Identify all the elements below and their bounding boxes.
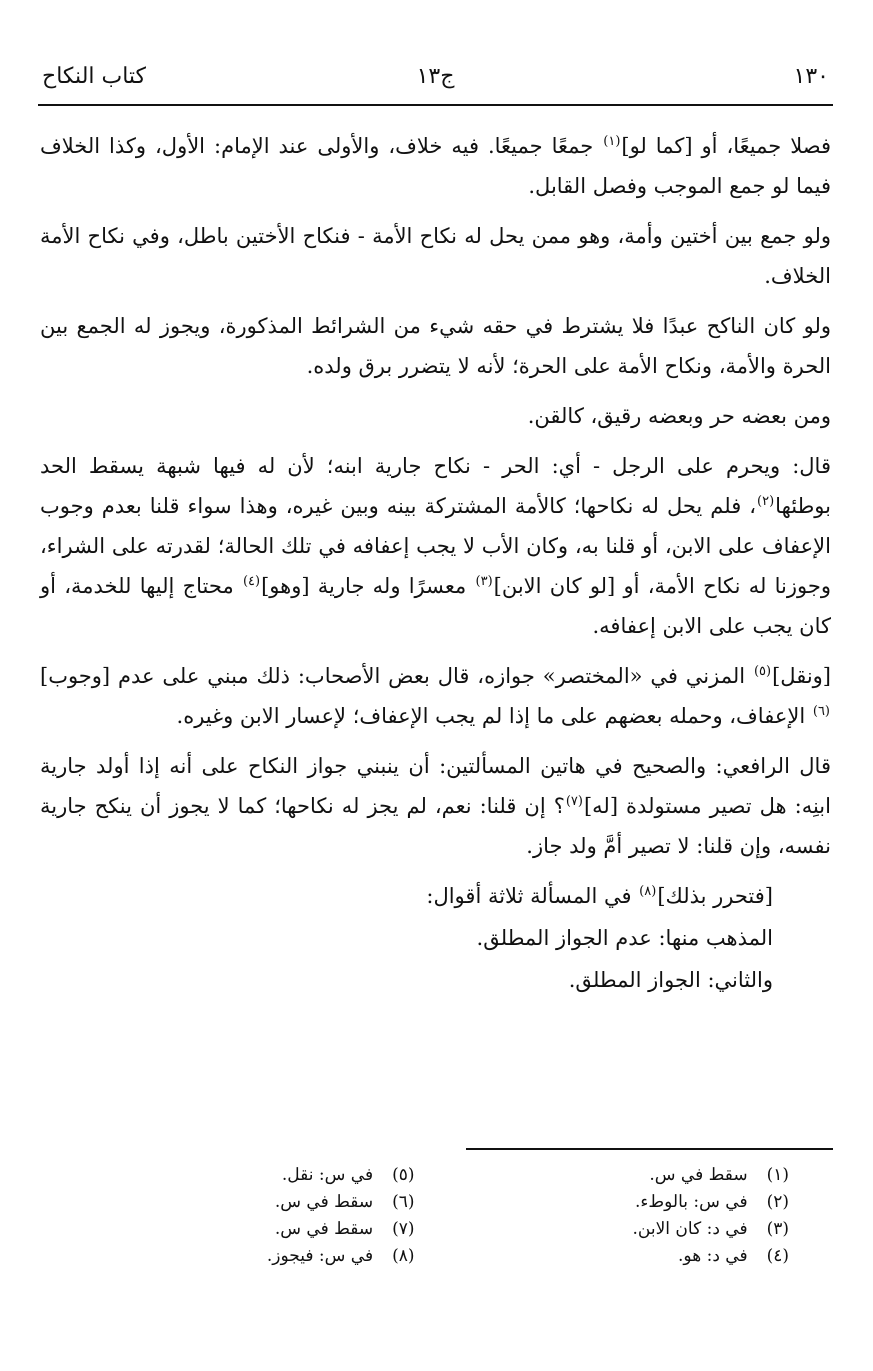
- footnote-number: (٤): [766, 1246, 789, 1266]
- footnote-text: في د: هو.: [678, 1246, 748, 1266]
- footnote-item: [40, 1162, 415, 1189]
- footnote-ref[interactable]: (٤): [242, 574, 261, 589]
- paragraph-3: ولو كان الناكح عبدًا فلا يشترط في حقه شيء من الشرائط المذكورة، ويجوز له الجمع بين الحرة والأمة، ونكاح الأمة على الحرة؛ لأنه لا يتضرر برق ولده.: [40, 314, 831, 378]
- paragraph-10: والثاني: الجواز المطلق.: [568, 968, 773, 992]
- footnote-text: سقط في س.: [274, 1219, 374, 1239]
- footnote-item: [40, 1189, 415, 1216]
- paragraph-7: قال الرافعي: والصحيح في هاتين المسألتين: أن ينبني جواز النكاح على أنه إذا أولد جارية ابنِه: هل تصير مستولدة [له]$^{(٧)}$؟ إن قلنا: نعم، لم يجز له نكاحها؛ كما لا يجوز أن ينكح جارية نفسه، وإن قلنا: لا تصير أمَّ ولد جاز.: [40, 754, 831, 858]
- footnote-ref[interactable]: (٣): [475, 574, 493, 589]
- footnotes: [40, 1162, 789, 1270]
- page-number: ١٣٠: [793, 64, 829, 89]
- main-text: [40, 126, 831, 1002]
- footnote-text: في س: بالوطء.: [635, 1192, 748, 1212]
- footnote-ref[interactable]: (٧): [565, 794, 583, 809]
- footnote-text: سقط في س.: [649, 1165, 748, 1185]
- footnote-divider: [466, 1148, 833, 1150]
- paragraph-4: ومن بعضه حر وبعضه رقيق، كالقن.: [527, 404, 831, 428]
- footnote-item: [415, 1243, 790, 1270]
- footnote-number: (٨): [392, 1246, 415, 1266]
- footnote-number: (٧): [392, 1219, 415, 1239]
- paragraph-1: فصلا جميعًا، أو [كما لو]$^{(١)}$ جمعًا جميعًا. فيه خلاف، والأولى عند الإمام: الأول، وكذا الخلاف فيما لو جمع الموجب وفصل القابل.: [40, 134, 831, 198]
- footnote-text: في د: كان الابن.: [632, 1219, 748, 1239]
- footnote-item: [415, 1189, 790, 1216]
- footnote-item: [415, 1162, 790, 1189]
- paragraph-8: [فتحرر بذلك]$^{(٨)}$ في المسألة ثلاثة أقوال:: [426, 884, 773, 908]
- footnote-item: [40, 1243, 415, 1270]
- page-header: [38, 60, 833, 100]
- paragraph-9: المذهب منها: عدم الجواز المطلق.: [476, 926, 773, 950]
- footnote-text: سقط في س.: [274, 1192, 374, 1212]
- footnote-item: [415, 1216, 790, 1243]
- footnote-number: (٣): [766, 1219, 789, 1239]
- footnote-item: [40, 1216, 415, 1243]
- footnote-text: في س: نقل.: [281, 1165, 374, 1185]
- footnote-number: (١): [766, 1165, 789, 1185]
- paragraph-6: [ونقل]$^{(٥)}$ المزني في «المختصر» جوازه، قال بعض الأصحاب: ذلك مبني على عدم [وجوب]$^{(٦)}$ الإعفاف، وحمله بعضهم على ما إذا لم يجب الإعفاف؛ لإعسار الابن وغيره.: [40, 664, 831, 728]
- volume-label: ج١٣: [416, 64, 455, 89]
- footnote-ref[interactable]: (٨): [639, 884, 657, 899]
- footnote-number: (٢): [766, 1192, 789, 1212]
- footnote-ref[interactable]: (٢): [757, 494, 775, 509]
- footnote-number: (٦): [392, 1192, 415, 1212]
- book-title: كتاب النكاح: [42, 64, 147, 89]
- paragraph-5: قال: ويحرم على الرجل - أي: الحر - نكاح جارية ابنه؛ لأن له فيها شبهة يسقط الحد بوطئها$^{(٢)}$، فلم يحل له نكاحها؛ كالأمة المشتركة بينه وبين غيره، وهذا سواء قلنا بعدم وجوب الإعفاف على الابن، أو قلنا به، وكان الأب لا يجب إعفافه في تلك الحالة؛ لقدرته على الشراء، وجوزنا له نكاح الأمة، أو [لو كان الابن]$^{(٣)}$ معسرًا وله جارية [وهو]$^{(٤)}$ محتاج إليها للخدمة، أو كان يجب على الابن إعفافه.: [40, 454, 831, 638]
- header-divider: [38, 104, 833, 106]
- paragraph-2: ولو جمع بين أختين وأمة، وهو ممن يحل له نكاح الأمة - فنكاح الأختين باطل، وفي نكاح الأمة الخلاف.: [40, 224, 831, 288]
- footnote-ref[interactable]: (١): [603, 134, 621, 149]
- footnote-ref[interactable]: (٥): [753, 664, 772, 679]
- footnote-ref[interactable]: (٦): [812, 704, 830, 719]
- footnote-number: (٥): [392, 1165, 415, 1185]
- footnote-text: في س: فيجوز.: [266, 1246, 374, 1266]
